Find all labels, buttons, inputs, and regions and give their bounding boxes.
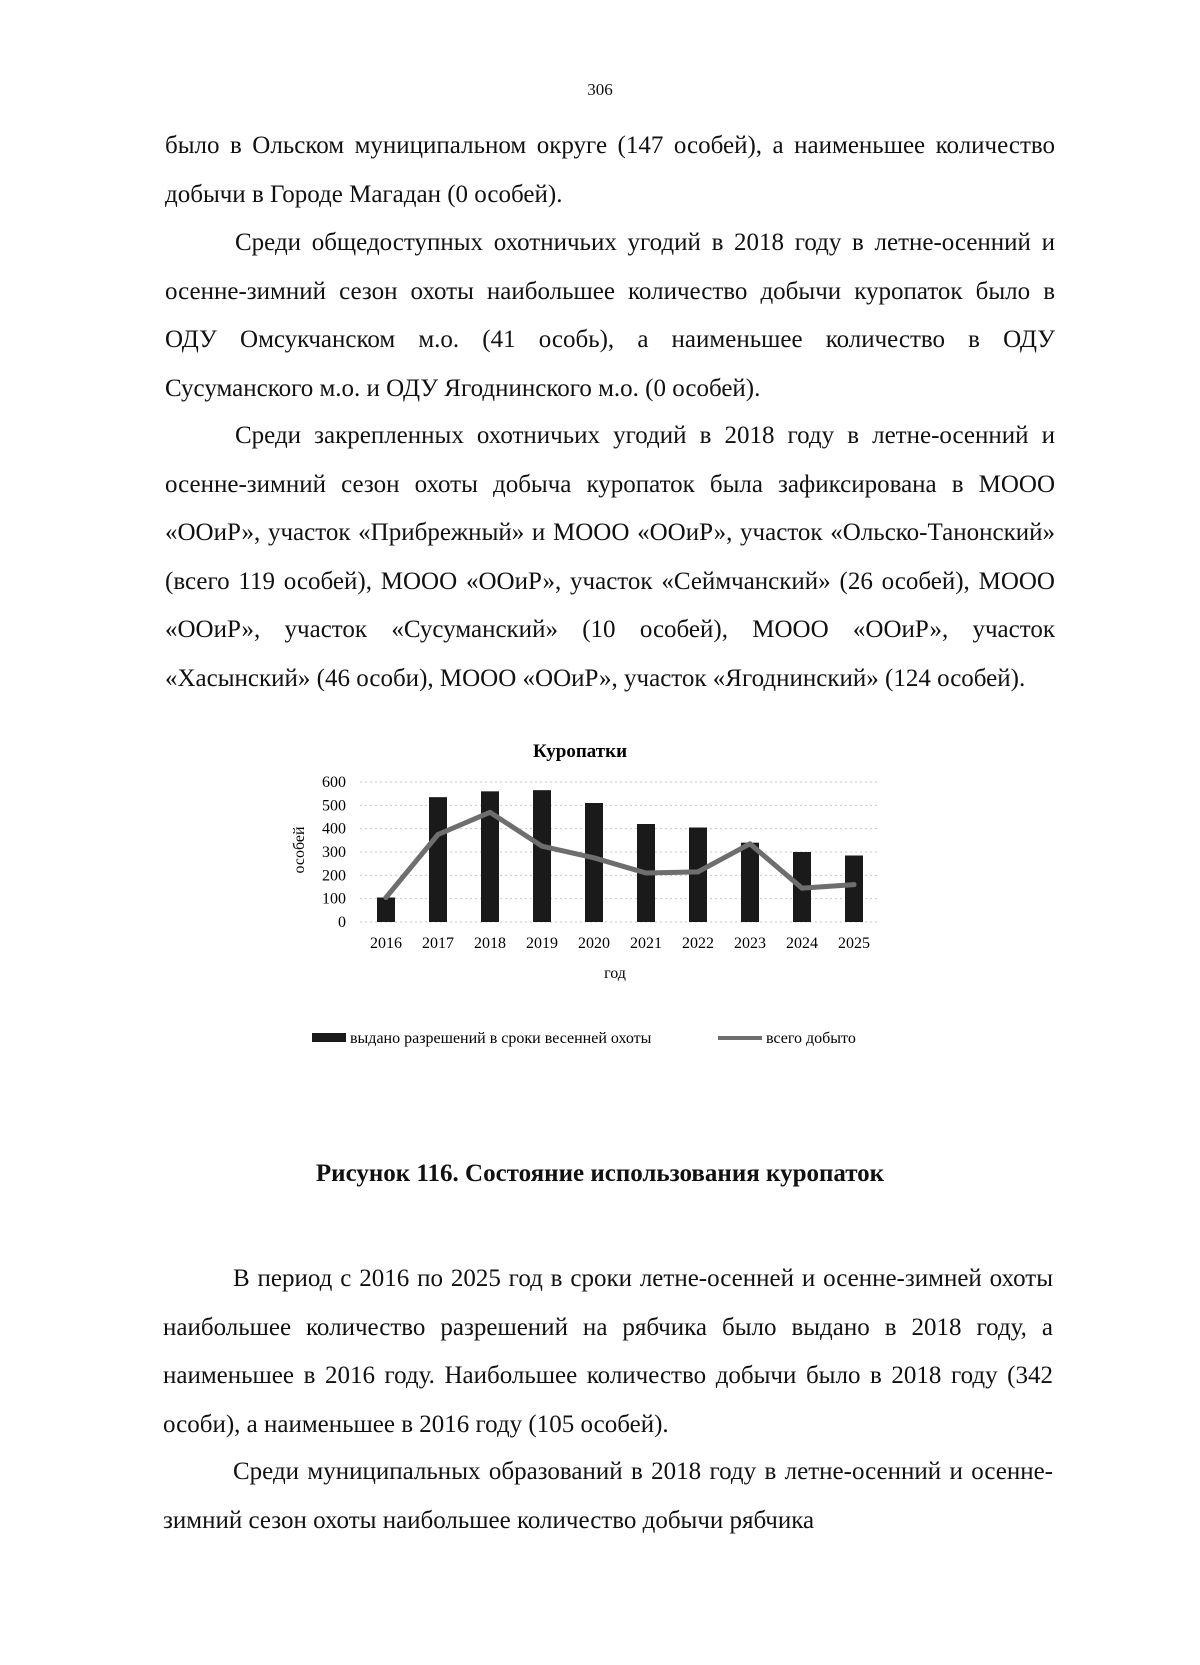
bar: [689, 828, 707, 923]
x-tick-label: 2020: [578, 935, 610, 952]
bars: [377, 790, 863, 922]
y-tick-label: 100: [322, 890, 346, 908]
line-point: [748, 841, 753, 846]
paragraph-3: Среди закрепленных охотничьих угодий в 2018 году в летне-осенний и осенне-зимний сезон охоты добыча куропаток была зафиксирована в МООО «ООиР», участок «Прибрежный» и МООО «ООиР», участок «Ольско-Танонский» (всего 119 особей), МООО «ООиР», участок «Сеймчанский» (26 особей), МООО «ООиР», участок «Сусуманский» (10 особей), МООО «ООиР», участок «Хасынский» (46 особи), МООО «ООиР», участок «Ягоднинский» (124 особей).: [165, 422, 1055, 692]
x-ticks: [370, 935, 870, 952]
y-axis-label: особей: [291, 826, 308, 874]
bar: [533, 790, 551, 922]
series-line: [386, 812, 854, 897]
y-tick-label: 0: [338, 914, 346, 931]
legend-label-bars: выдано разрешений в сроки весенней охоты: [350, 1030, 652, 1047]
y-tick-label: 200: [322, 867, 346, 885]
line-point: [696, 869, 701, 874]
legend-label-line: всего добыто: [766, 1030, 856, 1047]
chart-figure: [290, 741, 930, 1100]
bar: [585, 803, 603, 922]
paragraph-5: Среди муниципальных образований в 2018 году в летне-осенний и осенне-зимний сезон охоты наибольшее количество добычи рябчика: [163, 1458, 1053, 1534]
figure-caption: Рисунок 116. Состояние использования куропаток: [315, 1160, 885, 1187]
bar: [377, 898, 395, 923]
page-number: 306: [587, 80, 613, 99]
line-point: [488, 810, 493, 815]
legend: [312, 1030, 856, 1047]
y-tick-label: 400: [322, 820, 346, 838]
y-tick-label: 600: [322, 774, 346, 791]
x-tick-label: 2024: [786, 935, 818, 952]
x-tick-label: 2023: [734, 935, 766, 952]
bar: [741, 843, 759, 922]
chart-svg: [290, 741, 930, 1100]
line-point: [852, 882, 857, 887]
line-point: [644, 871, 649, 876]
x-tick-label: 2021: [630, 935, 662, 952]
x-tick-label: 2019: [526, 935, 558, 952]
x-axis-label: год: [604, 965, 626, 982]
line-point: [540, 844, 545, 849]
x-tick-label: 2025: [838, 935, 870, 952]
x-tick-label: 2018: [474, 935, 506, 952]
legend-swatch-bars: [312, 1033, 346, 1042]
x-tick-label: 2016: [370, 935, 402, 952]
paragraph-2: Среди общедоступных охотничьих угодий в 2018 году в летне-осенний и осенне-зимний сезон охоты наибольшее количество добычи куропаток было в ОДУ Омсукчанском м.о. (41 особь), а наименьшее количество в ОДУ Сусуманского м.о. и ОДУ Ягоднинского м.о. (0 особей).: [165, 229, 1055, 402]
x-tick-label: 2017: [422, 935, 454, 952]
y-ticks: [322, 774, 346, 931]
chart-title: Куропатки: [532, 741, 628, 762]
bar: [845, 856, 863, 923]
line-point: [436, 832, 441, 837]
line-point: [384, 895, 389, 900]
paragraph-4: В период с 2016 по 2025 год в сроки летне-осенней и осенне-зимней охоты наибольшее количество разрешений на рябчика было выдано в 2018 году, а наименьшее в 2016 году. Наибольшее количество добычи было в 2018 году (342 особи), а наименьшее в 2016 году (105 особей).: [163, 1265, 1053, 1438]
line-point: [800, 886, 805, 891]
x-tick-label: 2022: [682, 935, 714, 952]
line-series: [384, 810, 857, 900]
bar: [429, 797, 447, 922]
y-tick-label: 500: [322, 797, 346, 815]
y-tick-label: 300: [322, 844, 346, 861]
paragraph-1: было в Ольском муниципальном округе (147 особей), а наименьшее количество добычи в Городе Магадан (0 особей).: [165, 132, 1055, 208]
line-point: [592, 855, 597, 860]
